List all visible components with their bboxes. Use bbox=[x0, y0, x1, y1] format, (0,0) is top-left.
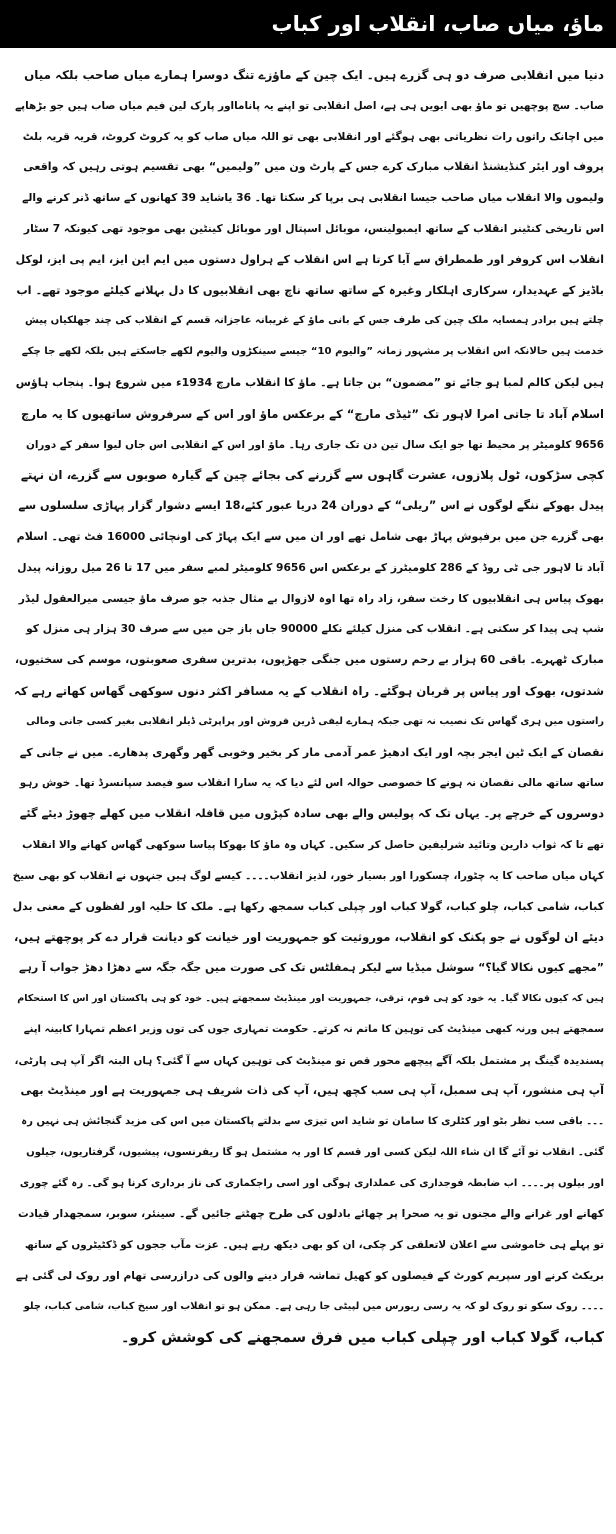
article-line: دنیا میں انقلابی صرف دو ہی گزرے ہیں۔ ایک چین کے ماؤزے تنگ دوسرا ہمارے میاں صاحب بلکہ میاں bbox=[24, 68, 604, 82]
article-line: پروف اور ایئر کنڈیشنڈ انقلاب مبارک کرے جس کے پارٹ ون میں ”ولیمیں“ بھی تقسیم ہوتی رہیں کہ واقعی bbox=[23, 160, 604, 174]
article-line: اس تاریخی کنٹینر انقلاب کے ساتھ ایمبولینس، موبائل اسپتال اور موبائل کینٹین بھی موجود تھی کیونکہ 7 سٹار bbox=[23, 221, 604, 235]
article-line: اسلام آباد تا جاتی امرا لاہور تک ”ٹیڈی مارچ“ کے برعکس ماؤ اور اس کے سرفروش ساتھیوں کا یہ مارچ bbox=[21, 406, 604, 421]
article-line: سمجھتے ہیں ورنہ کبھی مینڈیٹ کی توہین کا ماتم نہ کرتے۔ حکومت تمہاری جوں کی توں وزیر اعظم تمہارا کابینہ اپنے bbox=[23, 1023, 604, 1035]
article-line: شپ ہی پیدا کر سکتی ہے۔ انقلاب کی منزل کیلئے نکلے 90000 جاں باز جن میں سے صرف 30 ہزار ہی منزل کو bbox=[26, 622, 604, 636]
article-line: صاب۔ سچ پوچھیں تو ماؤ بھی ایویں ہی ہے، اصل انقلابی تو اپنے یہ پانامااور پارک لین فیم میاں صاب ہیں جو بڑھاپے bbox=[15, 99, 604, 112]
article-line: دیئے ان لوگوں نے جو پکنک کو انقلاب، موروثیت کو جمہوریت اور خیانت کو دیانت قرار دے کر پوچھتے ہیں، bbox=[13, 930, 604, 945]
article-line: ۔۔۔۔ روک سکو تو روک لو کہ یہ رسی ریورس میں لپیٹی جا رہی ہے۔ ممکن ہو تو انقلاب اور سیخ کباب، شامی کباب، چلو bbox=[23, 1300, 604, 1312]
article-line: ہیں لیکن کالم لمبا ہو جائے تو ”مضمون“ بن جاتا ہے۔ ماؤ کا انقلاب مارچ 1934ء میں شروع ہوا۔ پنجاب ہاؤس bbox=[15, 375, 604, 389]
article-line: آباد تا لاہور جی ٹی روڈ کے 286 کلومیٹرز کے برعکس اس 9656 کلومیٹر لمبے سفر میں 17 تا 26 میل روزانہ پیدل bbox=[17, 560, 604, 574]
article-line: کھانے اور غرانے والے مجنوں تو یہ صحرا پر چھائے بادلوں کی طرح چھٹتے جائیں گے۔ سینئر، سوبر، سمجھدار قیادت bbox=[18, 1207, 604, 1221]
article-line: نقصان کے ایک ٹین ایجر بچہ اور ایک ادھیڑ عمر آدمی مار کر بخیر وخوبی گھر وگھری پدھارے۔ میں نے جانی کے bbox=[19, 745, 604, 759]
article-line: 9656 کلومیٹر پر محیط تھا جو ایک سال تین دن تک جاری رہا۔ ماؤ اور اس کے انقلابی اس جاں لیوا سفر کے دوران bbox=[26, 438, 604, 451]
article-line: راستوں میں ہری گھاس تک نصیب نہ تھی جبکہ ہمارے لیفی ڈرین فروش اور پراپرٹی ڈیلر انقلابی بغیر کسی جانی ومالی bbox=[26, 715, 604, 727]
headline-bar bbox=[0, 0, 616, 48]
article-line: بھوک پیاس ہی انقلابیوں کا رخت سفر، زاد راہ تھا اوہ لازوال بے مثال جذبہ جو صرف ماؤ جیسی میرالعقول لیڈر bbox=[18, 591, 604, 605]
article-line: ولیموں والا انقلاب میاں صاحب جیسا انقلابی ہی برپا کر سکتا تھا۔ 36 یاشاید 39 کھانوں کے ساتھ ڈنر کرنے والے bbox=[22, 191, 604, 205]
article-line: کباب، گولا کباب اور چپلی کباب میں فرق سمجھنے کی کوشش کرو۔ bbox=[120, 1328, 604, 1346]
article-line: آپ ہی منشور، آپ ہی سمبل، آپ ہی سب کچھ ہیں، آپ کی ذات شریف ہی جمہوریت ہے اور مینڈیٹ بھی bbox=[20, 1084, 604, 1098]
article-line: دوسروں کے خرچے پر۔ یہاں تک کہ پولیس والے بھی سادہ کپڑوں میں قافلہ انقلاب میں کھلے چھوڑ دیئے گئے bbox=[19, 807, 604, 821]
article-line: خدمت ہیں حالانکہ اس انقلاب پر مشہور زمانہ ”والیوم 10“ جیسے سینکڑوں والیوم لکھے جاسکتے ہیں بلکہ لکھے جا چکے bbox=[21, 346, 604, 358]
article-line: مبارک ٹھہرے۔ باقی 60 ہزار بے رحم رستوں میں جنگی جھڑپوں، بدترین سفری صعوبتوں، موسم کی سختیوں، bbox=[14, 653, 604, 667]
article-line: بھی گزرے جن میں برفپوش پہاڑ بھی شامل تھے اور ان میں سے ایک پہاڑ کی اونچائی 16000 فٹ تھی۔ اسلام bbox=[16, 529, 604, 543]
article-line: کباب، شامی کباب، چلو کباب، گولا کباب اور چپلی کباب سمجھ رکھا ہے۔ ملک کا حلیہ اور لفظوں کے معنی بدل bbox=[12, 899, 604, 913]
article-line: ہیں کہ کیوں نکالا گیا۔ یہ خود کو ہی قوم، ترقی، جمہوریت اور مینڈیٹ سمجھتے ہیں۔ خود کو ہی پاکستان اور اس کا استحکام bbox=[17, 992, 604, 1004]
article-line: ۔۔۔ باقی سب نظر بٹو اور کٹلری کا سامان تو شاید اس تیزی سے بدلتے پاکستان میں اس کی مزید گنجائش ہی نہیں رہ bbox=[21, 1116, 604, 1128]
article-line: انقلاب اس کروفر اور طمطراق سے آیا کرتا ہے اس انقلاب کے ہراول دستوں میں ایم این ایز، ایم پی ایز، لوکل bbox=[15, 252, 604, 266]
article-line: کہاں میاں صاحب کا یہ چٹورا، چسکورا اور بسیار خور، لذیز انقلاب۔۔۔۔ کیسے لوگ ہیں جنہوں نے انقلاب کو بھی سیخ bbox=[12, 869, 604, 882]
article-line: اور بیلوں پر۔۔۔۔ اب ضابطہ فوجداری کی عملداری ہوگی اور اسی راجکماری کی ناز برداری کرنا ہو گی۔ رہ گئے چوری bbox=[19, 1177, 604, 1189]
article-line: ”مجھے کیوں نکالا گیا؟“ سوشل میڈیا سے لیکر ہمفلٹس تک کی صورت میں جگہ جگہ سے دھڑا دھڑ جواب آ رہے bbox=[18, 961, 604, 975]
article-line: گئی۔ انقلاب تو آئے گا ان شاء اللہ لیکن کسی اور قسم کا اور یہ مشتمل ہو گا ریفرنسوں، پیشیوں، گرفتاریوں، جیلوں bbox=[26, 1146, 604, 1158]
article-line: چلتے ہیں برادر ہمسایہ ملک چین کی طرف جس کے بانی ماؤ کے غریبانہ عاجزانہ قسم کے انقلاب کی چند جھلکیاں پیش bbox=[24, 315, 604, 327]
article-line: باڈیز کے عہدیدار، سرکاری اہلکار وغیرہ کے ساتھ ساتھ ناچ بھی انقلابیوں کا دل بہلانے کیلئے موجود تھے۔ اب bbox=[16, 283, 604, 297]
article-line: پیدل بھوکے ننگے لوگوں نے اس ”ریلی“ کے دوران 24 دریا عبور کئے،18 ایسے دشوار گزار پہاڑی سلسلوں سے bbox=[18, 499, 604, 513]
article-body bbox=[12, 60, 604, 1522]
article-line: بریکٹ کرنے اور سپریم کورٹ کے فیصلوں کو کھیل تماشہ قرار دینے والوں کی درازرسی تھام اور روک لی گئی ہے bbox=[15, 1269, 604, 1283]
article-headline: ماؤ، میاں صاب، انقلاب اور کباب bbox=[271, 11, 604, 36]
article-line: میں اچانک راتوں رات نظریاتی بھی ہوگئے اور انقلابی بھی تو اللہ میاں صاب کو یہ کروٹ کروٹ، قریہ قریہ بلٹ bbox=[22, 129, 604, 143]
article-line: تھے تا کہ ثواب دارین وتائید شرلیفین حاصل کر سکیں۔ کہاں وہ ماؤ کا بھوکا پیاسا سوکھی گھاس کھانے والا انقلاب bbox=[22, 838, 604, 851]
article-line: تو پہلے ہی خاموشی سے اعلان لاتعلقی کر چکی، ان کو بھی دیکھ رہے ہیں۔ عزت مآب ججوں کو ڈکٹیٹروں کے ساتھ bbox=[24, 1239, 604, 1252]
article-line: کچی سڑکوں، ٹول پلازوں، عشرت گاہوں سے گزرنے کی بجائے چین کے گیارہ صوبوں سے گزرے، ان نہتے bbox=[20, 468, 604, 483]
article-line: پسندیدہ گینگ پر مشتمل بلکہ آگے پیچھے محور قص تو مینڈیٹ کی توہین کہاں سے آ گئی؟ ہاں البتہ اگر آپ ہی پارٹی، bbox=[14, 1054, 604, 1067]
article-line: شدتوں، بھوک اور پیاس پر قربان ہوگئے۔ راہ انقلاب کے یہ مسافر اکثر دنوں سوکھی گھاس کھاتے رہے کہ bbox=[14, 683, 604, 698]
article-line: ساتھ ساتھ مالی نقصان نہ ہونے کا خصوصی حوالہ اس لئے دیا کہ یہ سارا انقلاب سو فیصد سپانسرڈ تھا۔ خوش رہو bbox=[19, 777, 604, 790]
